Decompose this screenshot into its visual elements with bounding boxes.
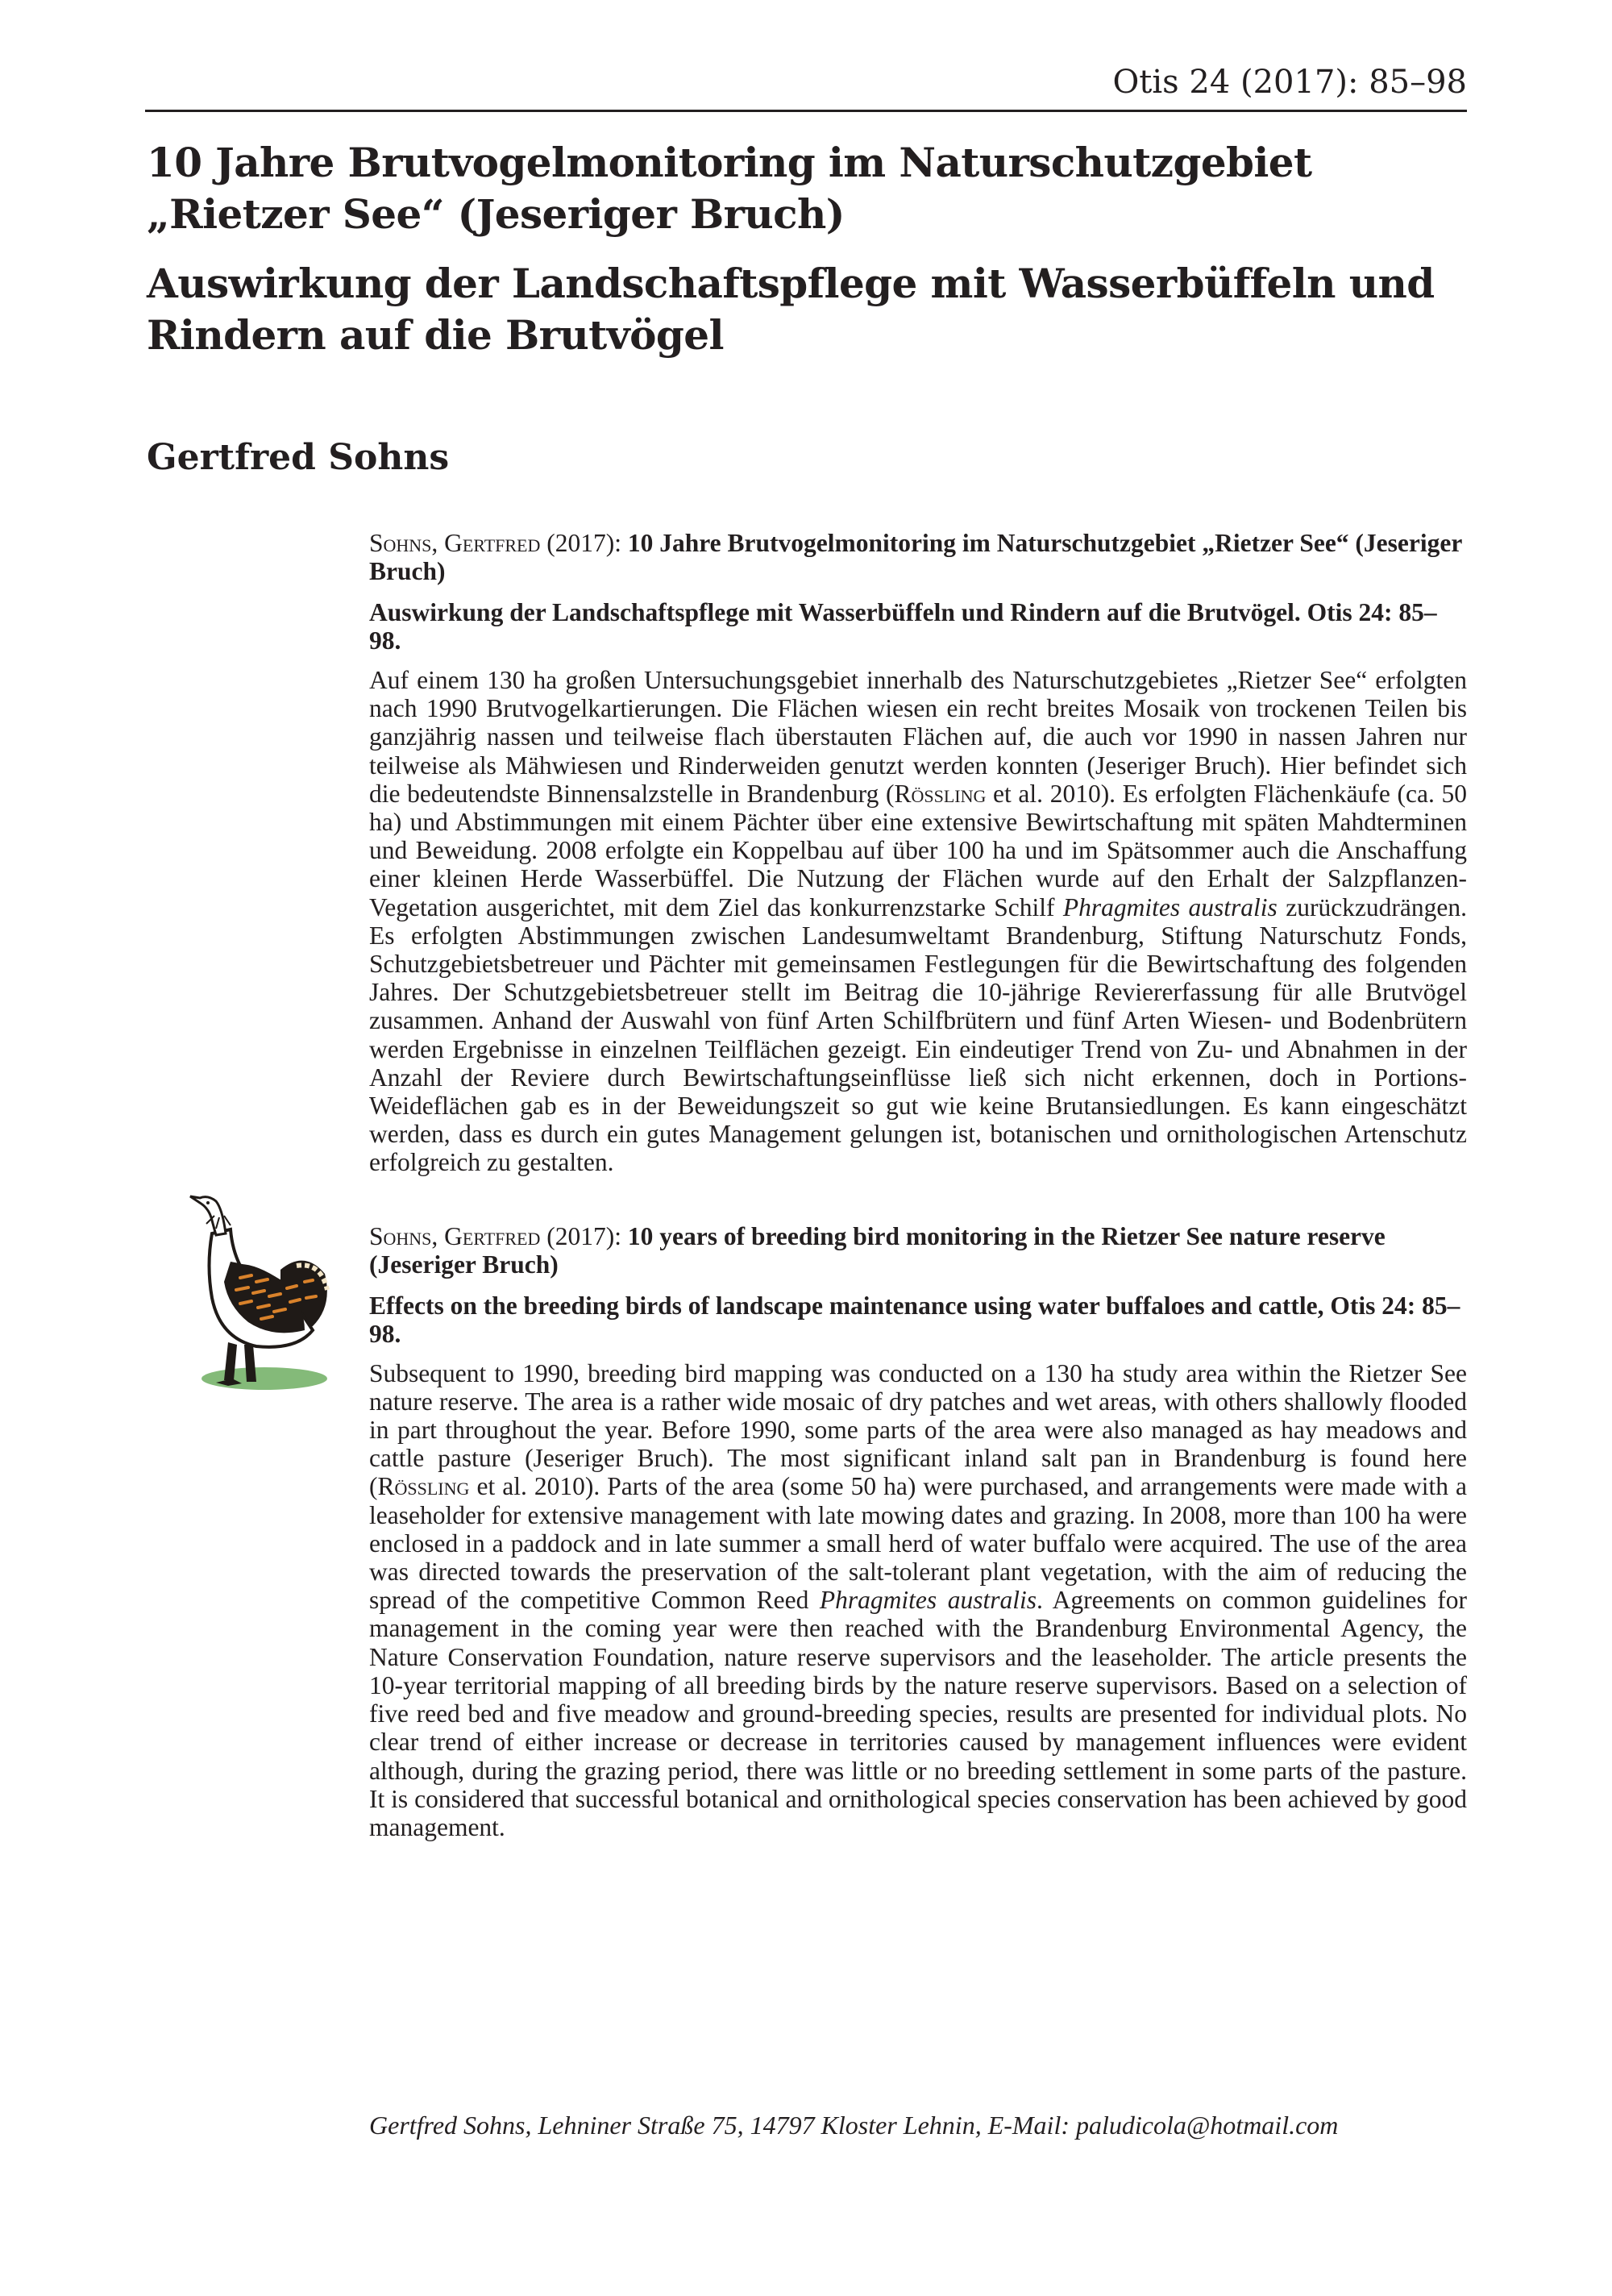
reference-author: Rößling [377,1472,470,1501]
citation-german [369,529,1467,585]
title-line-2: „Rietzer See“ (Jeseriger Bruch) [147,190,845,238]
author-name: Gertfred Sohns [147,437,450,478]
abstract-text-part: zurückzudrängen. Es erfolgten Abstimmungen zwischen Landesumweltamt Brandenburg, Stiftung Naturschutz Fonds, Schutzgebietsbetreuer und Pächter mit gemeinsamen Festlegungen für die Bewirtschaftung des folgenden Jahres. Der Schutzgebietsbetreuer stellt im Beitrag die 10-jährige Reviererfassung für alle Brutvögel zusammen. Anhand der Auswahl von fünf Arten Schilfbrütern und fünf Arten Wiesen- und Bodenbrütern werden Ergebnisse in einzelnen Teilflächen gezeigt. Ein eindeutiger Trend von Zu- und Abnahmen in der Anzahl der Reviere durch Bewirtschaftungseinflüsse ließ sich nicht erkennen, doch in Portions-Weideflächen gab es in der Beweidungszeit so gut wie keine Brutansiedlungen. Es kann eingeschätzt werden, dass es durch ein gutes Management gelungen ist, botanischen und ornithologischen Artenschutz erfolgreich zu gestalten. [369,892,1467,1177]
author-address: Gertfred Sohns, Lehniner Straße 75, 14797 Kloster Lehnin, E-Mail: paludicola@hotmail.com [369,2111,1339,2140]
subtitle-line-1: Auswirkung der Landschaftspflege mit Wasserbüffeln und [147,260,1435,307]
abstract-text-part: Subsequent to 1990, breeding bird mapping was conducted on a 130 ha study area within the Rietzer See nature reserve. The area is a rather wide mosaic of dry patches and wet areas, with others shallowly flooded in part throughout the year. Before 1990, some parts of the area were also managed as hay meadows and cattle pasture (Jeseriger Bruch). The most significant inland salt pan in Brandenburg is found here ( [369,1358,1467,1501]
subtitle-line-2: Rindern auf die Brutvögel [147,311,724,359]
title-line-1: 10 Jahre Brutvogelmonitoring im Naturschutzgebiet [147,139,1312,186]
abstract-german [369,529,1467,1177]
citation-year: (2017): [540,529,628,557]
citation-title: 10 years of breeding bird monitoring in the Rietzer See nature reserve (Jeseriger Bruch) [369,1221,1386,1279]
abstract-text-part: Auf einem 130 ha großen Untersuchungsgebiet innerhalb des Naturschutzgebietes „Rietzer See“ erfolgten nach 1990 Brutvogelkartierungen. Die Flächen wiesen ein recht breites Mosaik von trockenen Teilen bis ganzjährig nassen und teilweise flach überstauten Flächen auf, die auch vor 1990 in nassen Jahren nur teilweise als Mähwiesen und Rinderweiden genutzt werden konnten (Jeseriger Bruch). Hier befindet sich die bedeutendste Binnensalzstelle in Brandenburg ( [369,666,1467,808]
citation-title: 10 Jahre Brutvogelmonitoring im Naturschutzgebiet „Rietzer See“ (Jeseriger Bruch) [369,529,1462,585]
citation-year: (2017): [540,1221,628,1250]
journal-reference-header: Otis 24 (2017): 85–98 [145,63,1467,112]
article-subtitle [147,258,1485,361]
abstract-text-part: et al. 2010). Parts of the area (some 50 ha) were purchased, and arrangements were made with a leaseholder for extensive management with late mowing dates and grazing. In 2008, more than 100 ha were enclosed in a paddock and in late summer a small herd of water buffalo were acquired. The use of the area was directed towards the preservation of the salt-tolerant plant vegetation, with the aim of reducing the spread of the competitive Common Reed [369,1472,1467,1615]
species-name: Phragmites australis [1062,892,1278,921]
abstracts-column [369,529,1467,1841]
article-title [147,137,1485,240]
abstract-text-part: et al. 2010). Es erfolgten Flächenkäufe (ca. 50 ha) und Abstimmungen mit einem Pächter über eine extensive Bewirtschaftung mit späten Mahdterminen und Beweidung. 2008 erfolgte ein Koppelbau auf über 100 ha und im Spätsommer auch die Anschaffung einer kleinen Herde Wasserbüffel. Die Nutzung der Flächen wurde auf den Erhalt der Salzpflanzen-Vegetation ausgerichtet, mit dem Ziel das konkurrenzstarke Schilf [369,779,1467,921]
reference-author: Rößling [894,779,987,808]
abstract-text-part: . Agreements on common guidelines for management in the coming year were then reached with the Brandenburg Environmental Agency, the Nature Conservation Foundation, nature reserve supervisors and the leaseholder. The article presents the 10-year territorial mapping of all breeding birds by the nature reserve supervisors. Based on a selection of five reed bed and five meadow and ground-breeding species, results are presented for individual plots. No clear trend of either increase or decrease in territories caused by management influences were evident although, during the grazing period, there was little or no breeding settlement in some parts of the pasture. It is considered that successful botanical and ornithological species conservation has been achieved by good management. [369,1586,1467,1841]
abstract-english [369,1222,1467,1841]
great-bustard-bird-icon [184,1185,345,1403]
abstract-text-english [369,1359,1467,1841]
abstract-text-german [369,666,1467,1177]
citation-author: Sohns, Gertfred [369,1221,541,1250]
species-name: Phragmites australis [819,1586,1037,1615]
article-title-block [147,137,1485,361]
citation-subtitle-german: Auswirkung der Landschaftspflege mit Wasserbüffeln und Rindern auf die Brutvögel. Otis 24: 85–98. [369,598,1437,655]
citation-english [369,1222,1467,1279]
citation-author: Sohns, Gertfred [369,529,541,557]
citation-subtitle-english: Effects on the breeding birds of landscape maintenance using water buffaloes and cattle, Otis 24: 85–98. [369,1291,1460,1348]
